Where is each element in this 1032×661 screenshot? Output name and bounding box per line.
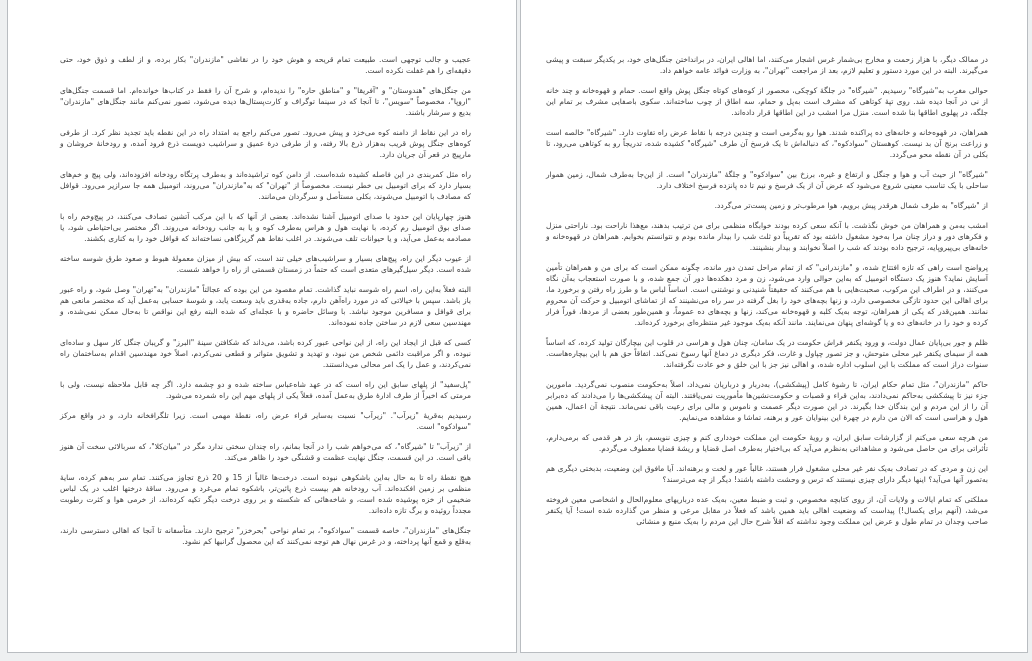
paragraph: هیچ نقطهٔ راه تا به حال به‌این باشکوهی نبوده است. درخت‌ها غالباً از 15 و 20 ذرع تجاوز می‌کنند. تمام سر به‌هم کرده، سایهٔ منظمی بر زمین افکنده‌اند. آب رودخانه هم بیست ذرع پائین‌تر، باشکوه تمام می‌غرد و می‌رود. ساقهٔ درختها اغلب در یک لباس ضخیمی از خزه پوشیده شده است، و شاخه‌هائی که شکسته و بر روی درخت دیگر تکیه کرده‌اند، از خرمی هوا و کثرت رطوبت مجدداً روئیده و برگ تازه داده‌اند. — [60, 473, 472, 515]
paragraph: حاکم "مازندران"، مثل تمام حکام ایران، تا رشوهٔ کامل (پیشکشی)، به‌دربار و درباریان نمی‌داد، اصلاً به‌حکومت منصوب نمی‌گردید. مامورین جزء نیز تا پیشکشی به‌حاکم نمی‌دادند، به‌این قراء و قصبات و حکومت‌نشین‌ها مأموریت نمی‌یافتند. البته آن پیشکشی‌ها را می‌دادند که ده‌برابر آن را از این مردم و این بندگان خدا بگیرند. در این صورت دیگر عصمت و ناموس و مالی برای رعیت باقی نمی‌ماند. نتیجهٔ آن اعمال، همین هول و هراسی است که الان من دارم در چهرهٔ این بینوایان عور و برهنه، تماشا و مشاهده می‌نمایم. — [546, 380, 988, 422]
paragraph: جنگل‌های "مازندران"، خاصه قسمت "سوادکوه"، بر تمام نواحی "بحرخزر" ترجیح دارند. متأسفانه تا آنجا که اهالی دسترسی دارند، به‌قلع و قمع آنها پرداخته، و در غرس نهال هم توجه نمی‌کنند که این محصول گرانبها کم نشود. — [60, 526, 471, 546]
paragraph: البته فعلاً به‌این راه، اسم راه شوسه نباید گذاشت. تمام مقصود من این بوده که عجالتاً "مازندران" به‌"تهران" وصل شود، و راه عبور باز باشد. سپس با خیالاتی که در مورد راه‌آهن دارم، جاده به‌قدری باید وسعت یابد، و شوسهٔ حسابی به‌عمل آید که مختصر مانعی هم برای قوافل و مسافرین موجود نباشد. با وسائل حاضره و با عجله‌ای که شده البته رفع این نواقص تا به‌حال ممکن نمی‌شده، و مهندسین سعی لازم در ساختن جاده نموده‌اند. — [60, 285, 471, 327]
paragraph: امشب به‌من و همراهان من خوش نگذشت. با آنکه سعی کرده بودند خوابگاه منظمی برای من ترتیب بدهند، مع‌هذا ناراحت بود. ناراحتی منزل و فکرهای دور و دراز چنان مرا به‌خود مشغول داشته بود که تقریباً دو ثلث شب را بیدار مانده بودم و نتوانستم بخوابم. همراهان در قهوه‌خانه و خانه‌های بی‌پیروپایه، ترجیح داده بودند که شب را اصلاً نخوابند و بیدار بنشینند. — [546, 221, 988, 252]
paragraph: من جنگل‌های "هندوستان" و "آفریقا" و "مناطق حاره" را ندیده‌ام، و شرح آن را فقط در کتاب‌ها خوانده‌ام. اما قسمت جنگل‌های "اروپا"، مخصوصاً "سویس"، تا آنجا که در سینما توگراف و کارت‌پستال‌ها دیده می‌شود، تصور نمی‌کنم مانند جنگل‌های "مازندران" بدیع و سرشار باشند. — [60, 86, 471, 117]
paragraph: "شیرگاه" از حیث آب و هوا و جنگل و ارتفاع و غیره، برزخ بین "سوادکوه" و جلگهٔ "مازندران" است. از این‌جا به‌طرف شمال، زمین هموار ساحلی با یک تناسب معینی شروع می‌شود که عرض آن از یک فرسخ و نیم تا ده پانزده فرسخ اختلاف دارد. — [546, 170, 988, 190]
document-page-right[interactable] — [520, 0, 1028, 653]
paragraph: راه مثل کمربندی در این فاصله کشیده شده‌است. از دامن کوه تراشیده‌اند و به‌طرف پرتگاه رودخانه افزوده‌اند، ولی پیچ و خم‌های بسیار دارد که برای اتومبیل بی خطر نیست. مخصوصاً از "تهران" که به‌"مازندران" می‌روند، اتومبیل همه جا سرازیر می‌رود. قوافل که مصادف با اتومبیل می‌شوند، بکلی مستأصل و سرگردان می‌مانند. — [60, 170, 471, 201]
paragraph: هنوز چهارپایان این حدود با صدای اتومبیل آشنا نشده‌اند. بعضی از آنها که با این مرکب آتشین تصادف می‌کنند، در پیچ‌وخم راه با صدای بوق اتومبیل رم کرده، با نهایت هول و هراس به‌طرف کوه و یا به جانب رودخانه می‌روند. اگر مختصر بی‌احتیاطی شود، یا مصادمه به‌عمل می‌آید، و یا حیوانات تلف می‌شوند. در اغلب نقاط هم گریزگاهی نساخته‌اند که قوافل خود را به کناری بکشند. — [60, 212, 471, 243]
paragraph: رسیدیم به‌قریهٔ "زیرآب". "زیرآب" نسبت به‌سایر قراء عرض راه، نقطهٔ مهمی است. زیرا تلگرافخانه دارد، و در واقع مرکز "سوادکوه" است. — [60, 411, 471, 431]
paragraph: کسی که قبل از ایجاد این راه، از این نواحی عبور کرده باشد، می‌داند که شکافتن سینهٔ "البرز" و گریبان جنگل کار سهل و ساده‌ای نبوده، و اگر مراقبت دائمی شخص من نبود، و تهدید و تشویق متواتر و قطعی نمی‌کردم، اصلاً خود مهندسین اقدام به‌ساختمان راه نمی‌کردند، و عمل را یک امر محالی می‌دانستند. — [60, 338, 471, 369]
paragraph: راه در این نقاط از دامنه کوه می‌خزد و پیش می‌رود. تصور می‌کنم راجع به امتداد راه در این نقطه باید تجدید نظر کرد. از طرفی کوه‌های جنگل پوش قریب به‌هزار ذرع بالا رفته، و از طرفی درهٔ عمیق و سراشیب دویست ذرع فرود آمده، و رودخانهٔ خروشان و مارپیچ در قعر آن جریان دارد. — [60, 128, 471, 159]
paragraph: مملکتی که تمام ایالات و ولایات آن، از روی کتابچه مخصوص، و ثبت و ضبط معین، به‌یک عده درباریهای معلوم‌الحال و اشخاصی معین فروخته می‌شد، (آنهم برای یکسال!) پیداست که وضعیت اهالی باید همین باشد که فعلاً در مقابل مرعی و منظر من گذارده شده است! آیا یکنفر صاحب وجدان در تمام طول و عرض این مملکت وجود نداشته که اقلاً شرح حال این مردم را به‌یک منبع و منشائی — [546, 495, 988, 526]
paragraph: "پل‌سفید" از پلهای سابق این راه است که در عهد شاه‌عباس ساخته شده و دو چشمه دارد. اگر چه قابل ملاحظه نیست، ولی با مرمتی که اخیراً از طرف ادارهٔ طرق به‌عمل آمده، فعلاً یکی از پلهای مهم این راه شمرده می‌شود. — [60, 380, 471, 400]
paragraph: از "زیرآب" تا "شیرگاه"، که می‌خواهم شب را در آنجا بمانم، راه چندان سختی ندارد مگر در "میان‌کلا"، که سربالائی سخت آن هنوز باقی است. در این قسمت، جنگل نهایت عظمت و قشنگی خود را ظاهر می‌کند. — [60, 442, 471, 462]
paragraph: ظلم و جور بی‌پایان عمال دولت، و ورود یکنفر فراش حکومت در یک سامان، چنان هول و هراسی در قلوب این بیچارگان تولید کرده، که اساساً همه از سیمای یکنفر غیر محلی متوحش، و جز تصور چپاول و غارت، فکر دیگری در دماغ آنها رسوخ نمی‌کند. اتفاقاً حق هم با این بیچاره‌هاست. سنوات دراز است که مملکت با این اسلوب اداره شده، و اهالی نیز جز با این خلق و خو عادت نگرفته‌اند. — [546, 338, 988, 369]
paragraph: از "شیرگاه" به طرف شمال هرقدر پیش برویم، هوا مرطوب‌تر و زمین پست‌تر می‌گردد. — [714, 201, 988, 210]
paragraph: پرواضح است راهی که تازه افتتاح شده، و "مازندرانی" که از تمام مراحل تمدن دور مانده، چگونه ممکن است که برای من و همراهان تأمین آسایش نماید؟ هنوز یک دستگاه اتومبیل که به‌این حوالی وارد می‌شود، زن و مرد دهکده‌ها دور آن جمع شده، و با صورت استعجاب به‌آن نگاه می‌کنند، و در اطراف این مرکوب، صحبت‌هایی با هم می‌کنند که حقیقتاً شنیدنی و نوشتنی است. اساساً لباس ما و طرز راه رفتن و برخورد ما، برای اهالی این حدود تازگی مخصوصی دارد، و زنها بچه‌های خود را بغل گرفته در سر راه می‌نشینند که از تماشای اتومبیل و حرکت آن محروم نمانند. همین‌قدر که یکی از همراهان، توجه به‌یک کلبه و قهوه‌خانه می‌کند، زنها و بچه‌های ده عموماً، و همین‌طور بعضی از مردها، فوراً فرار کرده و خود را در خانه‌های ده و یا گوشه‌ای پنهان می‌نمایند. مانند آنکه به‌یک موجود غیر منتظره‌ای برخورد کرده‌اند. — [546, 263, 988, 327]
paragraph: حوالی مغرب به‌"شیرگاه" رسیدیم. "شیرگاه" در جلگهٔ کوچکی، محصور از کوه‌های کوتاه جنگل پوش واقع است. حمام و قهوه‌خانه و چند خانه از نی در آنجا دیده شد. روی تپهٔ کوتاهی که مشرف است به‌پل و حمام، سه اطاق از چوب ساخته‌اند. سکوی باصفایی مشرف بر تمام این جلگه، در پهلوی اطاقها بنا شده است. منزل مرا امشب در این اطاقها قرار داده‌اند. — [546, 86, 988, 117]
paragraph: از عیوب دیگر این راه، پیچ‌های بسیار و سراشیب‌های خیلی تند است، که بیش از میزان معمولهٔ هبوط و صعود طرق شوسه ساخته شده است. دیگر سیل‌گیرهای متعدی است که حتماً در زمستان قسمتی از راه را خواهد شست. — [60, 254, 471, 274]
document-page-left[interactable] — [7, 0, 517, 653]
paragraph: در ممالک دیگر، با هزار زحمت و مخارج بی‌شمار غرس اشجار می‌کنند، اما اهالی ایران، در برانداختن جنگل‌های خود، بر یکدیگر سبقت و پیشی می‌گیرند. البته در این مورد دستور و تعلیم لازم، بعد از مراجعت "تهران"، به وزارت فوائد عامه خواهم داد. — [546, 55, 988, 75]
paragraph: همراهان، در قهوه‌خانه و خانه‌های ده پراکنده شدند. هوا رو به‌گرمی است و چندین درجه با نقاط عرض راه تفاوت دارد. "شیرگاه" خالصه است و زراعت برنج آن بد نیست. کوهستان "سوادکوه"، که دنباله‌اش تا یک فرسخ آن طرف "شیرگاه" کشیده شده، تدریجاً رو به کوتاهی می‌رود، تا بکلی در آن نقطه محو می‌گردد. — [546, 128, 988, 159]
paragraph: این زن و مردی که در تصادف به‌یک نفر غیر محلی مشغول فرار هستند، غالباً عور و لخت و برهنه‌اند. آیا مافوق این وضعیت، بدبختی دیگری هم به‌تصور آنها می‌آید؟ اینها دیگر دارای چیزی نیستند که ترس و وحشت داشته باشند! دیگر از چه می‌ترسند؟ — [546, 464, 988, 484]
paragraph: عجیب و جالب توجهی است. طبیعت تمام قریحه و هوش خود را در نقاشی "مازندران" بکار برده، و از لطف و ذوق خود، حتی دقیقه‌ای را هم غفلت نکرده است. — [60, 55, 471, 75]
paragraph: من هرچه سعی می‌کنم از گزارشات سابق ایران، و رویهٔ حکومت این مملکت خودداری کنم و چیزی ننویسم، باز در هر قدمی که برمی‌دارم، تأثراتی برای من حاصل می‌شود و مشاهداتی به‌نظرم می‌آید که بی‌اختیار به‌طرف اصل قضایا و ریشهٔ قضایا معطوف می‌گردم. — [546, 433, 988, 453]
